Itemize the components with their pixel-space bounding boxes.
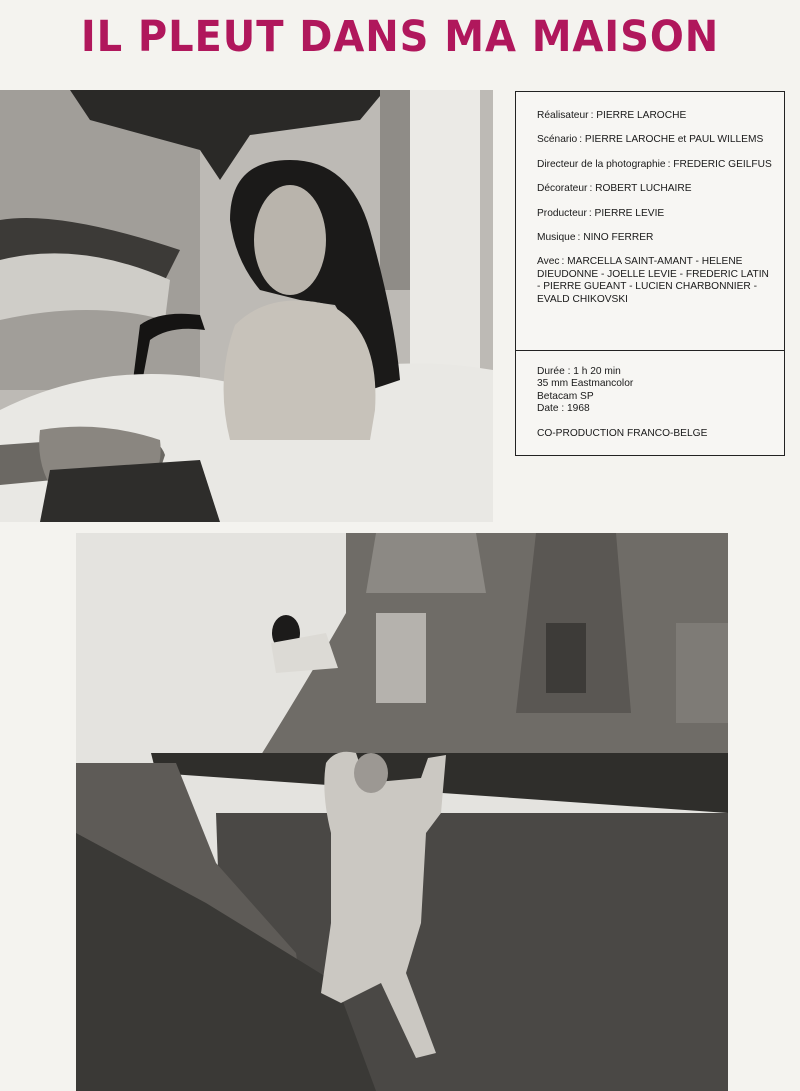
credit-director: Réalisateur : PIERRE LAROCHE [537,110,687,121]
film-still-woman-in-bed [0,90,493,522]
credit-music: Musique : NINO FERRER [537,232,654,244]
credit-cast: Avec : MARCELLA SAINT-AMANT - HELENE DIEUDONNE - JOELLE LEVIE - FREDERIC LATIN - PIERRE GUEANT - LUCIEN CHARBONNIER - EVALD CHIKOVSKI [537,256,769,305]
film-format: 35 mm Eastmancolor [537,378,634,390]
credits-list [516,92,784,351]
credit-producer: Producteur : PIERRE LEVIE [537,207,665,219]
credits-box [515,91,785,456]
duration: Durée : 1 h 20 min [537,366,621,377]
release-date: Date : 1968 [537,403,590,415]
credit-screenplay: Scénario : PIERRE LAROCHE et PAUL WILLEMS [537,134,764,146]
video-format: Betacam SP [537,390,594,402]
credit-cinematographer: Directeur de la photographie : FREDERIC GEILFUS [537,158,772,170]
technical-info [516,351,784,440]
coproduction: CO-PRODUCTION FRANCO-BELGE [537,427,708,439]
page-title: IL PLEUT DANS MA MAISON [80,12,720,62]
credit-set-designer: Décorateur : ROBERT LUCHAIRE [537,183,692,195]
film-still-man-climbing-roof [76,533,728,1091]
